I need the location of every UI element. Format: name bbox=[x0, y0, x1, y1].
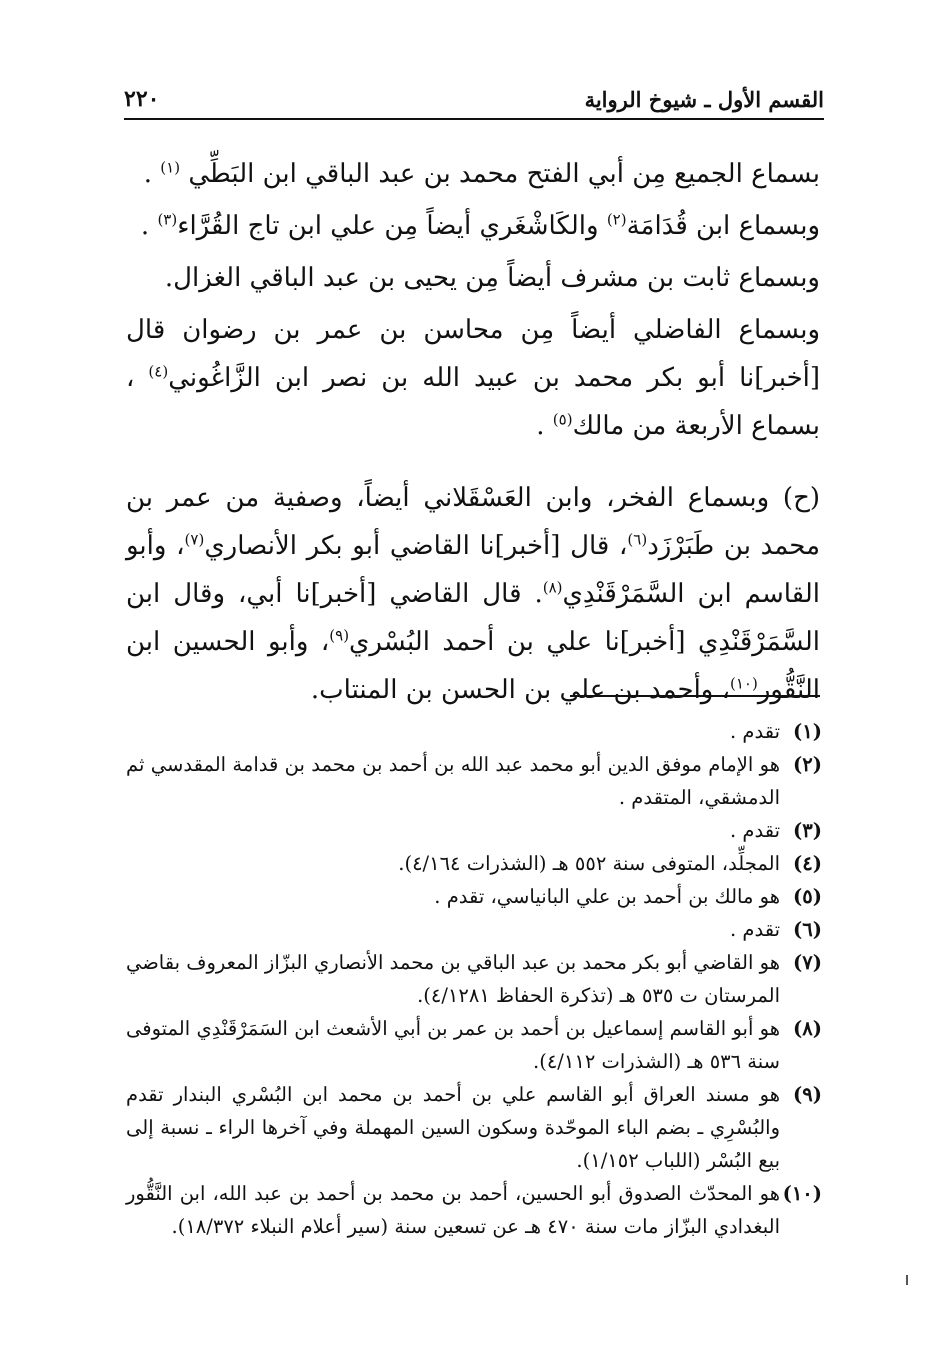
paragraph-2-text-b: والكَاشْغَري أيضاً مِن علي ابن تاج القُرَّاء bbox=[177, 211, 599, 241]
footnote-text: هو القاضي أبو بكر محمد بن عبد الباقي بن محمد الأنصاري البزّاز المعروف بقاضي المرستان ت ٥٣٥ هـ (تذكرة الحفاظ ٤/١٢٨١). bbox=[126, 951, 780, 1007]
paragraph-4-text-b: ، بسماع الأربعة من مالك bbox=[126, 363, 820, 441]
footnote-item bbox=[126, 748, 822, 814]
footnote-number: (١٠) bbox=[782, 1182, 822, 1205]
footnote-ref-4: (٤) bbox=[148, 362, 169, 381]
footnote-item bbox=[126, 715, 822, 748]
footnote-text: تقدم . bbox=[730, 720, 780, 743]
footnote-number: (٨) bbox=[793, 1017, 822, 1040]
footnote-text: هو الإمام موفق الدين أبو محمد عبد الله بن أحمد بن محمد بن قدامة المقدسي ثم الدمشقي، المتقدم . bbox=[126, 753, 780, 809]
footnote-ref-1: (١) bbox=[160, 158, 181, 177]
footnote-ref-6: (٦) bbox=[627, 530, 648, 549]
footnote-ref-2: (٢) bbox=[606, 210, 627, 229]
footnote-text: تقدم . bbox=[730, 918, 780, 941]
footnote-number: (٤) bbox=[793, 852, 822, 875]
paragraph-5-text-c: ، وأبو القاسم ابن السَّمَرْقَنْدِي bbox=[126, 531, 820, 609]
paragraph-4: وبسماع الفاضلي أيضاً مِن محاسن بن عمر بن رضوان قال [أخبر]نا أبو بكر محمد بن عبيد الله بن نصر ابن الزَّاغُوني$^{(٤)}$ ، بسماع الأربعة من مالك$^{(٥)}$ . bbox=[126, 315, 821, 441]
footnote-item bbox=[126, 913, 822, 946]
footnote-ref-8: (٨) bbox=[542, 578, 563, 597]
footnote-ref-7: (٧) bbox=[184, 530, 205, 549]
paragraph-5-text-e: ، وأبو الحسين ابن النَّقُّور bbox=[126, 627, 820, 705]
paragraph-5 bbox=[126, 474, 820, 714]
paragraph-2-text-a: وبسماع ابن قُدَامَة bbox=[626, 211, 820, 241]
paragraph-1: بسماع الجميع مِن أبي الفتح محمد بن عبد الباقي ابن البَطِّي $^{(١)}$ . bbox=[143, 158, 820, 189]
footnote-number: (٧) bbox=[793, 951, 822, 974]
footnote-number: (٢) bbox=[793, 753, 822, 776]
footnote-item bbox=[126, 847, 822, 880]
footnote-number: (٥) bbox=[793, 885, 822, 908]
footnote-ref-10: (١٠) bbox=[730, 674, 758, 693]
footnotes bbox=[126, 715, 822, 1243]
page-number: ٢٢٠ bbox=[124, 86, 160, 112]
running-title: القسم الأول ـ شيوخ الرواية bbox=[584, 87, 824, 112]
footnote-item bbox=[126, 814, 822, 847]
paragraph-4-text-a: وبسماع الفاضلي أيضاً مِن محاسن بن عمر بن رضوان قال [أخبر]نا أبو بكر محمد بن عبيد الله بن نصر ابن الزَّاغُوني bbox=[126, 315, 821, 393]
paragraph-1-text: بسماع الجميع مِن أبي الفتح محمد بن عبد الباقي ابن البَطِّي bbox=[188, 159, 820, 189]
margin-mark bbox=[906, 1275, 908, 1285]
paragraph-5-text-b: ، قال [أخبر]نا القاضي أبو بكر الأنصاري bbox=[204, 531, 628, 561]
footnote-item bbox=[126, 1177, 822, 1243]
paragraph-2: وبسماع ابن قُدَامَة$^{(٢)}$ والكَاشْغَري أيضاً مِن علي ابن تاج القُرَّاء$^{(٣)}$ . bbox=[140, 210, 820, 241]
paragraph-3: وبسماع ثابت بن مشرف أيضاً مِن يحيى بن عبد الباقي الغزال. bbox=[164, 263, 820, 293]
footnote-item bbox=[126, 880, 822, 913]
footnote-item bbox=[126, 1078, 822, 1177]
main-text bbox=[126, 150, 820, 724]
footnote-text: هو مالك بن أحمد بن علي البانياسي، تقدم . bbox=[434, 885, 780, 908]
footnote-ref-3: (٣) bbox=[157, 210, 178, 229]
paragraph-5-text-f: ، وأحمد بن علي بن الحسن بن المنتاب. bbox=[310, 675, 731, 705]
footnote-item bbox=[126, 1012, 822, 1078]
footnote-number: (٦) bbox=[793, 918, 822, 941]
footnote-number: (١) bbox=[793, 720, 822, 743]
footnote-ref-5: (٥) bbox=[552, 410, 573, 429]
footnote-text: هو مسند العراق أبو القاسم علي بن أحمد بن محمد ابن البُسْري البندار تقدم والبُسْرِي ـ بضم الباء الموحّدة وسكون السين المهملة وفي آخرها الراء ـ نسبة إلى بيع البُسْر (اللباب ١/١٥٢). bbox=[126, 1083, 780, 1172]
footnote-text: تقدم . bbox=[730, 819, 780, 842]
footnote-number: (٣) bbox=[793, 819, 822, 842]
footnote-separator bbox=[570, 695, 820, 697]
footnote-text: هو المحدّث الصدوق أبو الحسين، أحمد بن محمد بن أحمد بن عبد الله، ابن النَّقُّور البغدادي البزّاز مات سنة ٤٧٠ هـ عن تسعين سنة (سير أعلام النبلاء ١٨/٣٧٢). bbox=[126, 1182, 780, 1238]
footnote-item bbox=[126, 946, 822, 1012]
paragraph-5-text-d: . قال القاضي [أخبر]نا أبي، وقال ابن السَّمَرْقَنْدِي [أخبر]نا علي بن أحمد البُسْري bbox=[126, 579, 820, 657]
page-header bbox=[124, 70, 824, 120]
footnote-number: (٩) bbox=[793, 1083, 822, 1106]
paragraph-5-text-a: (ح) وبسماع الفخر، وابن العَسْقَلاني أيضاً، وصفية من عمر بن محمد بن طَبَرْزَد bbox=[126, 483, 820, 561]
footnote-text: هو أبو القاسم إسماعيل بن أحمد بن عمر بن أبي الأشعث ابن السَمَرْقَنْدِي المتوفى سنة ٥٣٦ هـ (الشذرات ٤/١١٢). bbox=[126, 1017, 780, 1073]
footnote-ref-9: (٩) bbox=[329, 626, 350, 645]
footnote-text: المجلِّد، المتوفى سنة ٥٥٢ هـ (الشذرات ٤/١٦٤). bbox=[398, 852, 780, 875]
